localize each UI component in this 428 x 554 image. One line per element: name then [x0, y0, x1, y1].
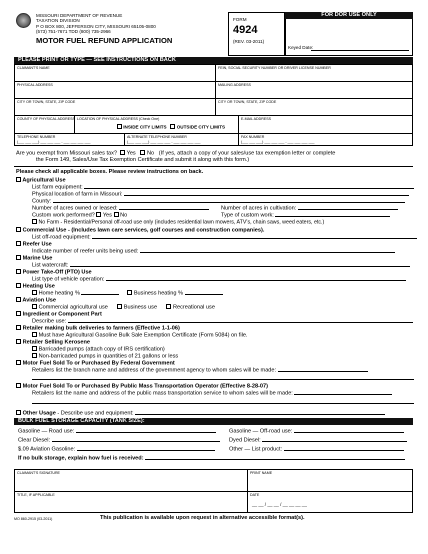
gasoline-road-label: Gasoline — Road use:: [18, 428, 75, 435]
dyed-diesel-input[interactable]: [262, 437, 407, 442]
agricultural-label: Agricultural Use: [22, 177, 66, 184]
dor-use-only-label: FOR DOR USE ONLY: [285, 12, 413, 19]
bulk-storage-bar: BULK FUEL STORAGE CAPACITY (TANK SIZE):: [14, 418, 413, 425]
watercraft-label: List watercraft:: [32, 262, 69, 269]
watercraft-input[interactable]: [70, 262, 410, 267]
agency-line-1: MISSOURI DEPARTMENT OF REVENUE: [36, 13, 123, 18]
acres-owned-input[interactable]: [119, 205, 209, 210]
exempt-note-2: the Form 149, Sales/Use Tax Exemption Certificate and submit it along with this form.): [36, 157, 250, 163]
claimant-signature-field[interactable]: CLAIMANT'S SIGNATURE: [17, 471, 60, 475]
aviation-label: Aviation Use: [22, 297, 57, 304]
form-number: 4924: [233, 24, 258, 36]
recreational-checkbox[interactable]: [166, 304, 171, 309]
commercial-ag-checkbox[interactable]: [32, 304, 37, 309]
other-usage-input[interactable]: [135, 410, 385, 415]
agency-block: [36, 13, 156, 35]
exempt-yes-label: Yes: [126, 150, 136, 157]
kerosene-label: Retailer Selling Kerosene: [22, 339, 91, 346]
offroad-equipment-input[interactable]: [92, 234, 417, 239]
custom-work-type-input[interactable]: [275, 212, 390, 217]
clear-diesel-label: Clear Diesel:: [18, 437, 51, 444]
date-label: DATE: [250, 493, 260, 497]
mass-transit-input[interactable]: [294, 390, 392, 395]
exempt-no-checkbox[interactable]: [140, 150, 145, 155]
business-heating-checkbox[interactable]: [127, 290, 132, 295]
grid-line: [238, 115, 239, 133]
heating-options-row: [32, 290, 223, 297]
retailer-bulk-checkbox[interactable]: [16, 325, 21, 330]
commercial-ag-label: Commercial agricultural use: [38, 304, 108, 311]
business-use-checkbox[interactable]: [117, 304, 122, 309]
gasoline-offroad-input[interactable]: [294, 428, 404, 433]
keyed-date-line: [311, 50, 409, 51]
heating-label: Heating Use: [22, 283, 55, 290]
location-label: LOCATION OF PHYSICAL ADDRESS (Check One): [77, 117, 160, 121]
pto-vehicle-input[interactable]: [106, 276, 406, 281]
aviation-checkbox[interactable]: [16, 297, 21, 302]
no-farm-checkbox[interactable]: [32, 219, 37, 224]
city-state-zip-field[interactable]: CITY OR TOWN, STATE, ZIP CODE: [17, 100, 76, 104]
custom-work-label: Custom work performed?: [32, 212, 95, 219]
dyed-diesel-row: [229, 437, 407, 444]
inside-city-checkbox[interactable]: [117, 124, 122, 129]
aviation-gasoline-input[interactable]: [77, 446, 215, 451]
exemption-cert-label: Must have Agricultural Gasoline Bulk Sale Exemption Certificate (Form 5084) on file.: [38, 332, 248, 339]
print-name-field[interactable]: PRINT NAME: [250, 471, 273, 475]
mass-transit-label: Motor Fuel Sold To or Purchased By Public Mass Transportation Operator (Effective 8-28-07): [22, 383, 269, 390]
agency-line-4: (573) 751-7671 TDD (800) 735-2966: [36, 29, 111, 35]
inside-city-label: INSIDE CITY LIMITS: [123, 124, 167, 130]
grid-line: [14, 98, 413, 99]
kerosene-checkbox[interactable]: [16, 339, 21, 344]
outside-city-checkbox[interactable]: [170, 124, 175, 129]
divider: [14, 166, 413, 167]
custom-work-yes-label: Yes: [102, 212, 112, 219]
mass-transit-sub-row: [32, 390, 392, 397]
federal-sub-label: Retailers list the branch name and address of the government agency to whom sales will be made:: [32, 367, 277, 374]
non-barricaded-label: Non-barricaded pumps in quantities of 21 gallons or less: [38, 353, 179, 360]
describe-use-input[interactable]: [68, 318, 413, 323]
grid-line: [14, 81, 413, 82]
other-usage-label: Other Usage: [22, 410, 56, 417]
telephone-field[interactable]: (___ ___ ___) ___ ___ ___ - ___ ___ ___ ___: [17, 140, 91, 144]
agency-line-3: P O BOX 800, JEFFERSON CITY, MISSOURI 65105-0800: [36, 23, 156, 29]
mailing-city-state-zip-field[interactable]: CITY OR TOWN, STATE, ZIP CODE: [218, 100, 277, 104]
offroad-equipment-label: List off-road equipment:: [32, 234, 91, 241]
other-product-row: [229, 446, 404, 453]
form-title: MOTOR FUEL REFUND APPLICATION: [36, 36, 173, 45]
county-field[interactable]: COUNTY OF PHYSICAL ADDRESS: [17, 117, 75, 121]
pto-checkbox[interactable]: [16, 269, 21, 274]
other-usage-checkbox[interactable]: [16, 410, 21, 415]
mass-transit-input-line-2[interactable]: [32, 403, 414, 404]
acres-owned-label: Number of acres owned or leased:: [32, 205, 118, 212]
grid-line: [14, 491, 413, 492]
reefer-units-row: [32, 248, 395, 255]
custom-work-no-checkbox[interactable]: [114, 212, 119, 217]
mailing-address-field[interactable]: MAILING ADDRESS: [218, 83, 251, 87]
reefer-units-label: Indicate number of reefer units being used:: [32, 248, 139, 255]
other-usage-sub-label: - Describe use and equipment:: [57, 410, 134, 417]
form-revision: (REV. 03-2011): [233, 39, 265, 44]
agricultural-checkbox[interactable]: [16, 177, 21, 182]
acres-cultivation-input[interactable]: [298, 205, 398, 210]
fax-field[interactable]: (___ ___ ___) ___ ___ ___ - ___ ___ ___ ___: [241, 140, 315, 144]
pto-vehicle-label: List type of vehicle operation:: [32, 276, 105, 283]
other-product-label: Other — List product:: [229, 446, 283, 453]
alt-telephone-label: ALTERNATE TELEPHONE NUMBER: [127, 135, 187, 139]
grid-line: [247, 469, 248, 513]
federal-input-line-2[interactable]: [32, 379, 414, 380]
aviation-gasoline-row: [18, 446, 215, 453]
barricaded-label: Barricaded pumps (attach copy of IRS certification): [38, 346, 165, 353]
claimant-name-field[interactable]: CLAIMANT'S NAME: [17, 66, 50, 70]
physical-address-field[interactable]: PHYSICAL ADDRESS: [17, 83, 53, 87]
outside-city-label: OUTSIDE CITY LIMITS: [176, 124, 226, 130]
farm-location-input[interactable]: [124, 191, 409, 196]
exempt-note-1: (If yes, attach a copy of your sales/use tax exemption letter or complete: [158, 150, 336, 157]
no-bulk-label: If no bulk storage, explain how fuel is received:: [18, 455, 144, 462]
grid-line: [238, 133, 239, 146]
gasoline-road-input[interactable]: [76, 428, 216, 433]
custom-work-no-label: No: [120, 212, 128, 219]
no-farm-label: No Farm - Residential/Personal off-road use only (includes residential lawn mowers, ATV's, chain saws, weed eaters, etc.): [38, 219, 325, 226]
date-field[interactable]: __ __ / __ __ / __ __ __ __: [252, 502, 307, 507]
grid-line: [14, 133, 413, 134]
other-product-input[interactable]: [284, 446, 404, 451]
non-barricaded-checkbox[interactable]: [32, 353, 37, 358]
telephone-label: TELEPHONE NUMBER: [17, 135, 56, 139]
aviation-gasoline-label: $.09 Aviation Gasoline:: [18, 446, 76, 453]
acres-cultivation-label: Number of acres in cultivation:: [221, 205, 297, 212]
reefer-checkbox[interactable]: [16, 241, 21, 246]
exempt-question: Are you exempt from Missouri sales tax?: [16, 150, 118, 157]
gasoline-road-row: [18, 428, 216, 435]
fax-label: FAX NUMBER: [241, 135, 265, 139]
print-or-type-bar: PLEASE PRINT OR TYPE — SEE INSTRUCTIONS ON BACK: [14, 57, 413, 64]
other-usage-row: [16, 410, 385, 417]
marine-label: Marine Use: [22, 255, 53, 262]
form-code: MO 860-2915 (03-2011): [14, 517, 53, 521]
farm-location-label: Physical location of farm in Missouri:: [32, 191, 123, 198]
commercial-label: Commercial Use - (Includes lawn care services, golf courses and construction companies).: [22, 227, 265, 234]
location-options: [117, 124, 225, 130]
dyed-diesel-label: Dyed Diesel:: [229, 437, 261, 444]
clear-diesel-row: [18, 437, 220, 444]
reefer-label: Reefer Use: [22, 241, 52, 248]
no-bulk-input[interactable]: [145, 455, 405, 460]
commercial-checkbox[interactable]: [16, 227, 21, 232]
exempt-no-label: No: [146, 150, 155, 157]
email-field[interactable]: E-MAIL ADDRESS: [241, 117, 272, 121]
alt-telephone-field[interactable]: (___ ___ ___) ___ ___ ___ - ___ ___ ___ ___: [127, 140, 201, 144]
fein-field[interactable]: FEIN, SOCIAL SECURITY NUMBER OR DRIVER LICENSE NUMBER: [218, 66, 331, 70]
federal-input[interactable]: [278, 367, 368, 372]
business-heating-input[interactable]: [185, 290, 223, 295]
mass-transit-sub-label: Retailers list the name and address of the public mass transportation service to whom sales will be made:: [32, 390, 293, 397]
gasoline-offroad-label: Gasoline — Off-road use:: [229, 428, 293, 435]
pto-label: Power Take-Off (PTO) Use: [22, 269, 92, 276]
form-label: FORM: [233, 17, 247, 22]
home-heating-label: Home heating %: [38, 290, 80, 297]
recreational-label: Recreational use: [172, 304, 215, 311]
farm-county-input[interactable]: [53, 198, 405, 203]
title-field[interactable]: TITLE, IF APPLICABLE: [17, 493, 55, 497]
custom-work-type-label: Type of custom work:: [221, 212, 274, 219]
check-all-instruction: Please check all applicable boxes. Please review instructions on back.: [16, 169, 204, 175]
custom-work-yes-checkbox[interactable]: [96, 212, 101, 217]
grid-line: [215, 64, 216, 115]
business-heating-label: Business heating %: [133, 290, 183, 297]
clear-diesel-input[interactable]: [52, 437, 220, 442]
ingredient-label: Ingredient or Component Part: [22, 311, 102, 318]
business-use-label: Business use: [123, 304, 158, 311]
federal-checkbox[interactable]: [16, 360, 21, 365]
farm-county-label: County:: [32, 198, 52, 205]
describe-use-label: Describe use:: [32, 318, 67, 325]
ingredient-checkbox[interactable]: [16, 311, 21, 316]
no-farm-row: [32, 219, 324, 226]
no-bulk-row: [18, 455, 405, 462]
exemption-cert-checkbox[interactable]: [32, 332, 37, 337]
missouri-seal-icon: [16, 13, 31, 28]
offroad-equipment-row: [32, 234, 417, 241]
grid-line: [124, 133, 125, 146]
gasoline-offroad-row: [229, 428, 404, 435]
home-heating-checkbox[interactable]: [32, 290, 37, 295]
reefer-units-input[interactable]: [140, 248, 395, 253]
accessibility-note: This publication is available upon request in alternative accessible format(s).: [100, 515, 305, 521]
pto-vehicle-row: [32, 276, 406, 283]
federal-label: Motor Fuel Sold To or Purchased By Federal Government: [22, 360, 175, 367]
keyed-date-label: Keyed Date:: [288, 45, 314, 50]
mass-transit-checkbox[interactable]: [16, 383, 21, 388]
federal-sub-row: [32, 367, 368, 374]
home-heating-input[interactable]: [81, 290, 119, 295]
agency-line-2: TAXATION DIVISION: [36, 18, 80, 24]
exempt-yes-checkbox[interactable]: [120, 150, 125, 155]
marine-checkbox[interactable]: [16, 255, 21, 260]
farm-equipment-label: List farm equipment:: [32, 184, 83, 191]
farm-equipment-input[interactable]: [84, 184, 414, 189]
retailer-bulk-label: Retailer making bulk deliveries to farmers (Effective 1-1-06): [22, 325, 180, 332]
barricaded-checkbox[interactable]: [32, 346, 37, 351]
heating-checkbox[interactable]: [16, 283, 21, 288]
